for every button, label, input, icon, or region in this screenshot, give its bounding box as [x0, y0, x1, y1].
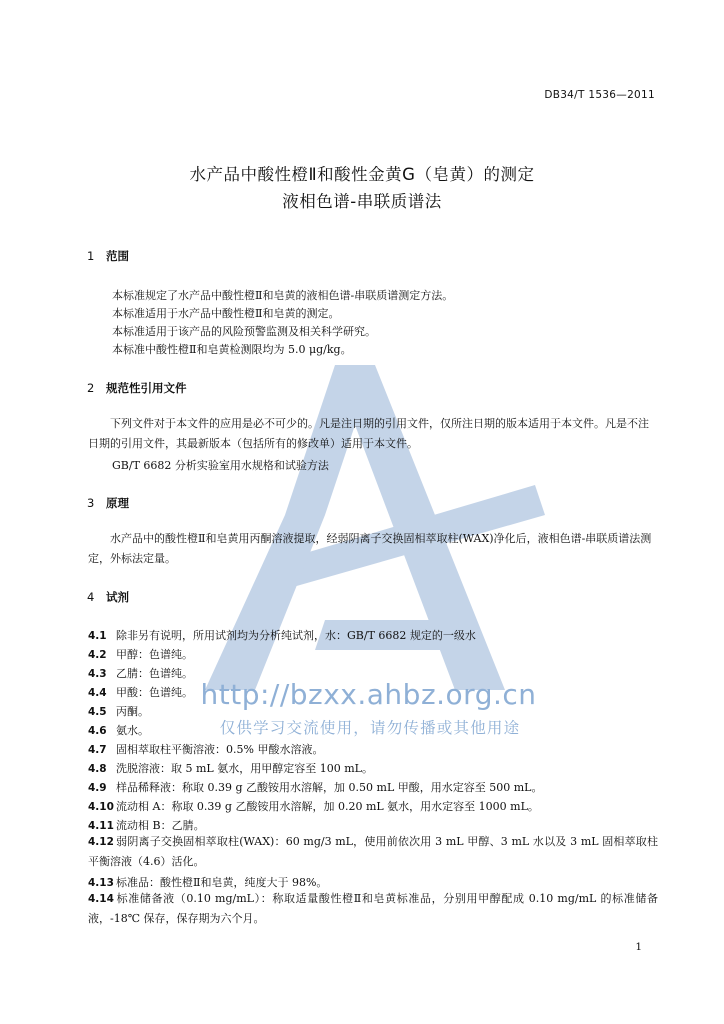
reference-item: GB/T 6682 分析实验室用水规格和试验方法 — [112, 459, 329, 472]
section-number: 4 — [87, 590, 95, 604]
reagent-item — [88, 874, 327, 890]
reagent-text: 标准品：酸性橙Ⅱ和皂黄，纯度大于 98%。 — [116, 876, 328, 889]
document-title-line1: 水产品中酸性橙Ⅱ和酸性金黄G（皂黄）的测定 — [189, 165, 535, 184]
reagent-number: 4.10 — [88, 801, 114, 813]
section-title: 试剂 — [106, 590, 129, 604]
reagent-item — [88, 760, 373, 776]
document-code: DB34/T 1536—2011 — [544, 89, 655, 101]
reagent-number: 4.9 — [88, 782, 107, 794]
watermark-note: 仅供学习交流使用，请勿传播或其他用途 — [219, 719, 521, 737]
section-number: 2 — [87, 381, 95, 395]
reagent-item — [88, 722, 149, 738]
reagent-number: 4.7 — [88, 744, 107, 756]
reagent-text: 丙酮。 — [116, 705, 149, 718]
reagent-item — [88, 817, 205, 833]
reagent-text: 固相萃取柱平衡溶液：0.5% 甲酸水溶液。 — [116, 743, 324, 756]
section-number: 1 — [87, 249, 95, 263]
reagent-item — [88, 665, 193, 681]
reagent-number: 4.1 — [88, 630, 107, 642]
section-heading-scope — [87, 248, 129, 264]
references-paragraph: 下列文件对于本文件的应用是必不可少的。凡是注日期的引用文件，仅所注日期的版本适用于本文件。凡是不注日期的引用文件，其最新版本（包括所有的修改单）适用于本文件。 — [88, 417, 649, 450]
reagent-number: 4.5 — [88, 706, 107, 718]
reagent-item — [88, 798, 539, 814]
reagent-number: 4.8 — [88, 763, 107, 775]
section-number: 3 — [87, 496, 95, 510]
reagent-number: 4.14 — [88, 893, 114, 905]
section-heading-reagents — [87, 589, 129, 605]
reagent-text: 洗脱溶液：取 5 mL 氨水，用甲醇定容至 100 mL。 — [116, 762, 373, 775]
reagent-text: 流动相 B：乙腈。 — [116, 819, 205, 832]
reagent-text: 氨水。 — [116, 724, 149, 737]
section-title: 规范性引用文件 — [106, 381, 187, 395]
reagent-text: 标准储备液（0.10 mg/mL）：称取适量酸性橙Ⅱ和皂黄标准品，分别用甲醇配成 0.10 mg/mL 的标准储备液，-18℃ 保存，保存期为六个月。 — [88, 892, 658, 925]
section-heading-references — [87, 380, 187, 396]
reagent-number: 4.4 — [88, 687, 107, 699]
reagent-text: 弱阴离子交换固相萃取柱(WAX)：60 mg/3 mL，使用前依次用 3 mL 甲醇、3 mL 水以及 3 mL 固相萃取柱平衡溶液（4.6）活化。 — [88, 835, 658, 868]
reagent-item — [88, 684, 193, 700]
reagent-item — [88, 741, 323, 757]
reagent-item — [88, 646, 193, 662]
reagent-text: 甲酸：色谱纯。 — [116, 686, 193, 699]
reagent-text: 乙腈：色谱纯。 — [116, 667, 193, 680]
scope-line: 本标准适用于该产品的风险预警监测及相关科学研究。 — [112, 325, 376, 338]
reagent-number: 4.3 — [88, 668, 107, 680]
reagent-text: 流动相 A：称取 0.39 g 乙酸铵用水溶解，加 0.20 mL 氨水，用水定容至 1000 mL。 — [116, 800, 539, 813]
reagent-number: 4.12 — [88, 836, 114, 848]
section-title: 原理 — [106, 496, 129, 510]
watermark-url: http://bzxx.ahbz.org.cn — [200, 678, 537, 711]
reagent-text: 甲醇：色谱纯。 — [116, 648, 193, 661]
scope-line: 本标准适用于水产品中酸性橙Ⅱ和皂黄的测定。 — [112, 307, 340, 320]
reagent-text: 样品稀释液：称取 0.39 g 乙酸铵用水溶解，加 0.50 mL 甲酸，用水定容至 500 mL。 — [116, 781, 543, 794]
reagent-item — [88, 627, 476, 643]
reagent-item — [88, 779, 542, 795]
document-title-line2: 液相色谱-串联质谱法 — [282, 192, 442, 211]
page-number: 1 — [635, 941, 642, 953]
reagent-item — [88, 889, 658, 929]
scope-line: 本标准规定了水产品中酸性橙Ⅱ和皂黄的液相色谱-串联质谱测定方法。 — [112, 289, 454, 302]
reagent-item — [88, 703, 149, 719]
section-title: 范围 — [106, 249, 129, 263]
scope-line: 本标准中酸性橙Ⅱ和皂黄检测限均为 5.0 μg/kg。 — [112, 343, 352, 356]
reagent-item — [88, 832, 658, 872]
reagent-number: 4.2 — [88, 649, 107, 661]
section-heading-principle — [87, 495, 129, 511]
reagent-number: 4.13 — [88, 877, 114, 889]
reagent-text: 除非另有说明，所用试剂均为分析纯试剂，水：GB/T 6682 规定的一级水 — [116, 629, 476, 642]
reagent-number: 4.11 — [88, 820, 114, 832]
principle-paragraph: 水产品中的酸性橙Ⅱ和皂黄用丙酮溶液提取，经弱阴离子交换固相萃取柱(WAX)净化后，液相色谱-串联质谱法测定，外标法定量。 — [88, 532, 652, 565]
reagent-number: 4.6 — [88, 725, 107, 737]
